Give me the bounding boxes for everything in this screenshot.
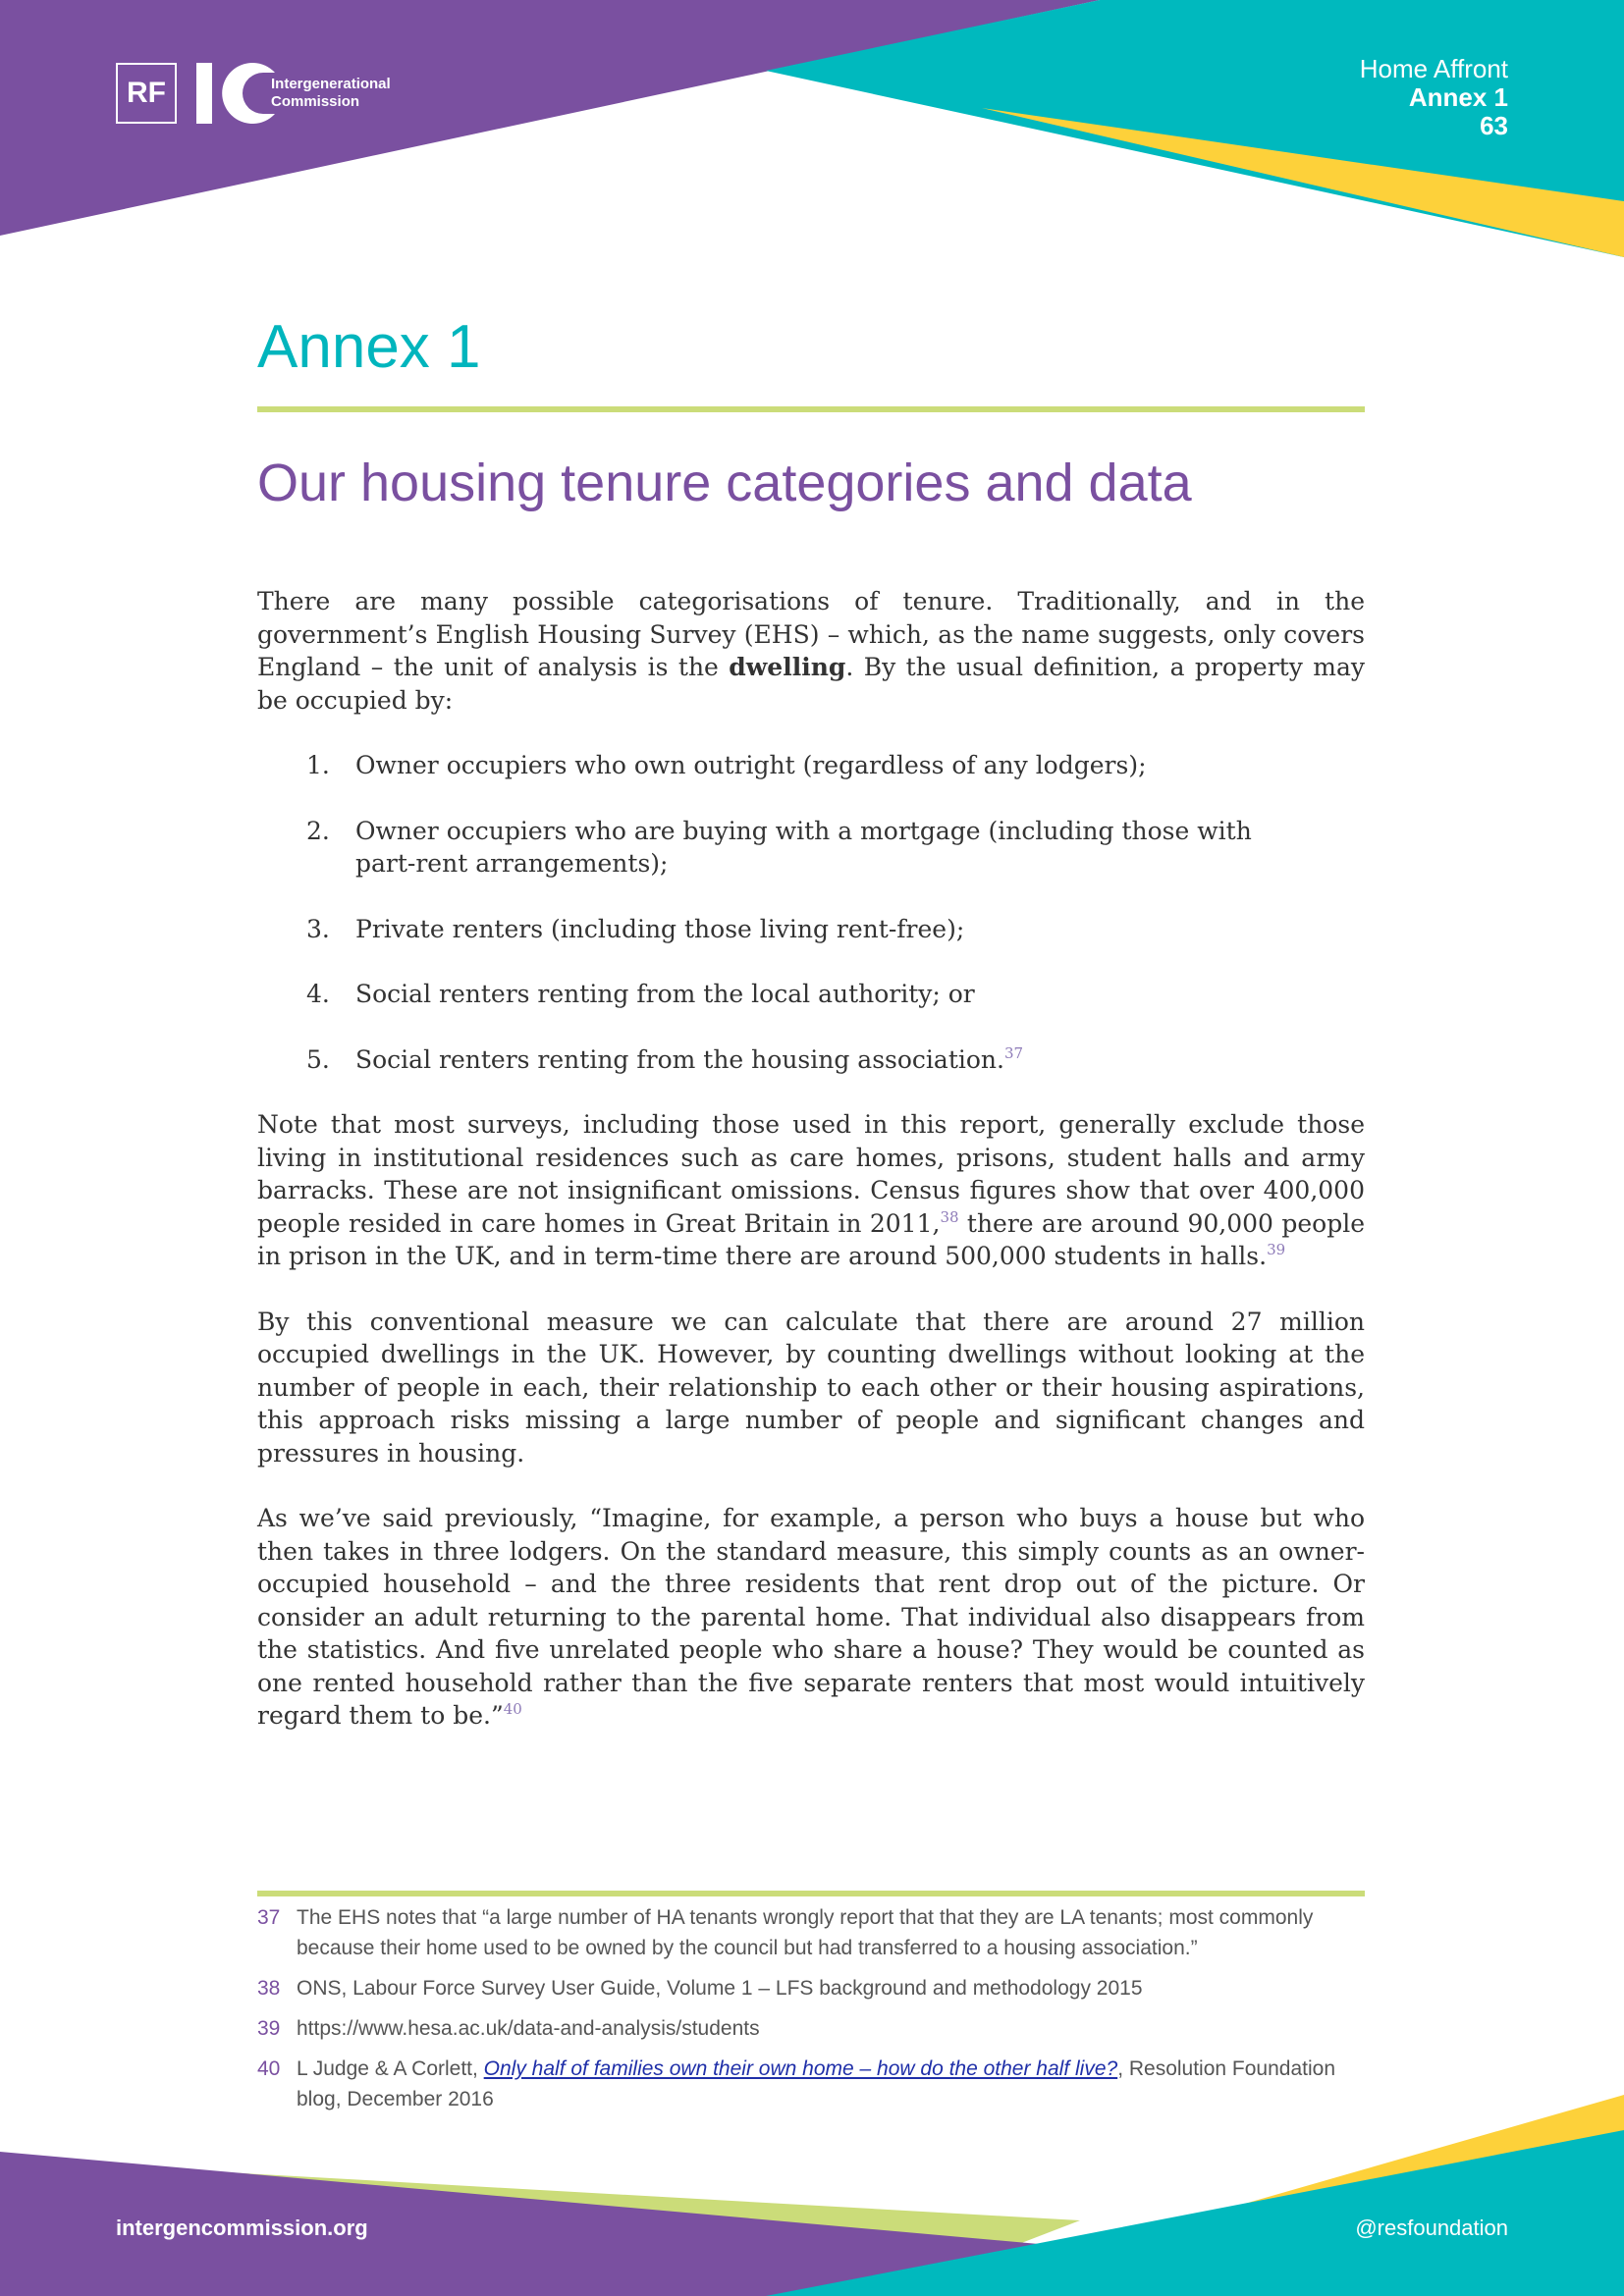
footer-twitter[interactable]: @resfoundation	[1355, 2216, 1508, 2240]
quote-paragraph: As we’ve said previously, “Imagine, for example, a person who buys a house but who then takes in three lodgers. On the standard measure, this simply counts as an owner-occupied household – and the three residents that rent drop out of the picture. Or consider an adult returning to the parental home. That individual also disappears from the statistics. And five unrelated people who share a house? They would be counted as one rented household rather than the five separate renters that most would intuitively regard them to be.”$^{40}$	[257, 1504, 1365, 1730]
logo	[116, 61, 391, 126]
footnote-ref-37[interactable]: 37	[1003, 1043, 1024, 1062]
blog-link[interactable]: Only half of families own their own home – how do the other half live?	[483, 2057, 1118, 2080]
list-item: 2. Owner occupiers who are buying with a mortgage (including those with part-rent arrangements);	[306, 816, 1252, 878]
footnote-38: 38 ONS, Labour Force Survey User Guide, Volume 1 – LFS background and methodology 2015	[257, 1977, 1143, 2000]
dwelling-term: dwelling	[729, 653, 846, 681]
annex-title: Annex 1	[257, 313, 481, 381]
list-item: 5. Social renters renting from the housing association.$^{37}$	[306, 1043, 1024, 1074]
footnote-40: 40 L Judge & A Corlett, Only half of families own their own home – how do the other half live?, Resolution Foundation blog, December 2016	[257, 2057, 1335, 2110]
body-text	[257, 585, 1365, 1765]
section-title: Our housing tenure categories and data	[257, 454, 1192, 512]
intergenerational-commission-logo	[196, 61, 391, 126]
ic-logo-text: Intergenerational Commission	[271, 76, 391, 110]
list-item: 4. Social renters renting from the local authority; or	[306, 980, 975, 1008]
ic-logo-icon	[196, 61, 277, 126]
rf-logo: RF	[116, 63, 177, 124]
footnote-39: 39 https://www.hesa.ac.uk/data-and-analysis/students	[257, 2017, 760, 2040]
intro-paragraph: There are many possible categorisations of tenure. Traditionally, and in the government’s English Housing Survey (EHS) – which, as the name suggests, only covers England – the unit of analysis is the dwelling. By the usual definition, a property may be occupied by:	[257, 587, 1365, 715]
running-head	[1360, 55, 1508, 140]
institutional-paragraph: Note that most surveys, including those used in this report, generally exclude those living in institutional residences such as care homes, prisons, student halls and army barracks. These are not insignificant omissions. Census figures show that over 400,000 people resided in care homes in Great Britain in 2011,38 there are around 90,000 people in prison in the UK, and in term-time there are around 500,000 students in halls.$^{39}$	[257, 1110, 1365, 1270]
footnote-ref-38[interactable]: 38	[940, 1207, 959, 1226]
running-annex: Annex 1	[1408, 82, 1508, 112]
tenure-list	[257, 749, 1365, 1076]
list-item: 1. Owner occupiers who own outright (regardless of any lodgers);	[306, 751, 1147, 779]
title-divider	[257, 406, 1365, 412]
report-title: Home Affront	[1359, 54, 1508, 83]
measure-paragraph: By this conventional measure we can calculate that there are around 27 million occupied dwellings in the UK. However, by counting dwellings without looking at the number of people in each, their relationship to each other or their housing aspirations, this approach risks missing a large number of people and significant changes and pressures in housing.	[257, 1307, 1365, 1468]
footnote-divider	[257, 1891, 1365, 1896]
footnote-ref-40[interactable]: 40	[503, 1700, 522, 1718]
footnotes	[257, 1902, 1365, 2124]
footer-website[interactable]: intergencommission.org	[116, 2216, 368, 2240]
list-item: 3. Private renters (including those living rent-free);	[306, 914, 965, 943]
footnote-37: 37 The EHS notes that “a large number of HA tenants wrongly report that that they are LA tenants; most commonly because their home used to be owned by the council but had transferred to a housing association.”	[257, 1906, 1314, 1959]
footnote-ref-39[interactable]: 39	[1267, 1241, 1286, 1258]
page-number: 63	[1480, 111, 1508, 140]
